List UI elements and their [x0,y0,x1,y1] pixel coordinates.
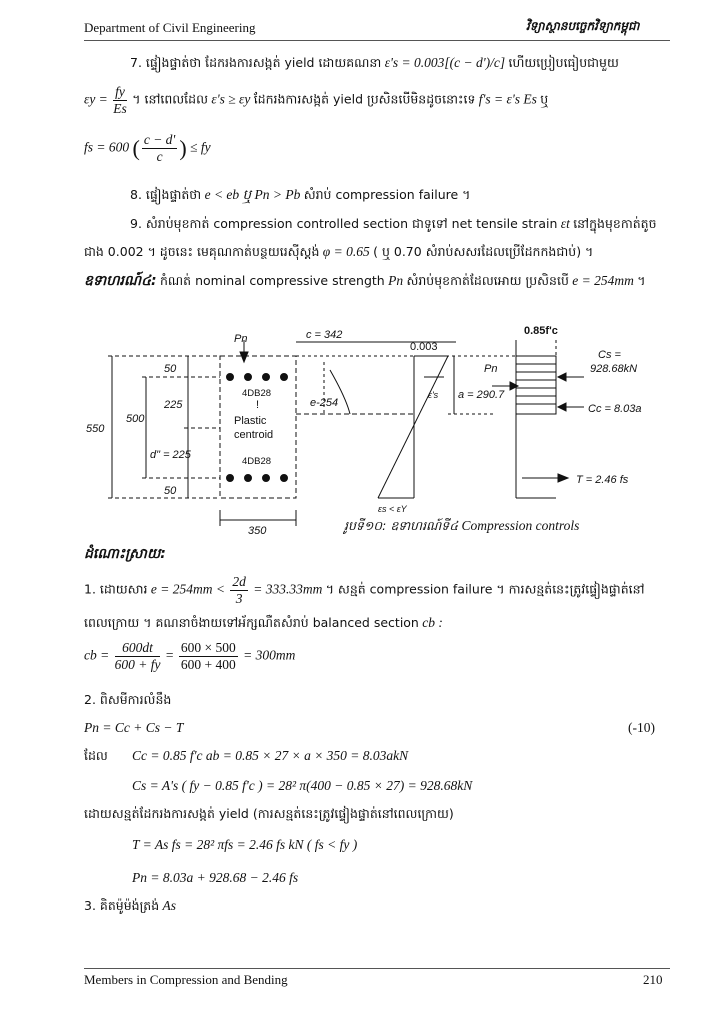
label-centroid: centroid [234,429,274,441]
stress-block [516,356,556,414]
equation-number: (-10) [628,720,655,735]
step-1-text-2: ។ សន្មត់ compression failure ។ ការសន្មត់នេះត្រូវផ្ទៀងផ្ទាត់នៅ [325,581,645,597]
label-c: c = 342 [306,329,343,341]
item-7-text: 7. ផ្ទៀងផ្ទាត់ថា ដែករងការសង្កត់ yield ដោយគណនា [130,55,382,70]
cb-fraction-1: $\frac{600dt}{600 + fy}$ [114,640,161,672]
page-number: 210 [643,972,663,987]
cb-equation [84,640,295,673]
fs-600: fs = 600 [84,139,130,155]
step-1-line-2 [84,615,443,634]
pn-final-equation: Pn = 8.03a + 928.68 − 2.46 fs [132,870,299,885]
cb-lhs: cb = [84,647,110,663]
example-label: ឧទាហរណ៍៤: [84,273,157,289]
item-7-fs-eq: f's = ε's Es [478,91,537,107]
label-bars-top: 4DB28 [242,388,272,399]
item-8-text: 8. ផ្ទៀងផ្ទាត់ថា [130,187,202,202]
label-e: e-254 [310,397,339,409]
top-rebars [227,374,288,381]
item-9-text-3: ជាង 0.002 ។ ដូចនេះ មេគុណកាត់បន្ថយរេស៊ីស្តង់ [84,244,320,259]
item-7-text-2: ហើយប្រៀបធៀបជាមួយ [508,55,619,70]
header-rule [84,40,670,41]
item-7-or: ឬ [540,91,549,107]
item-8-text-2: សំរាប់ compression failure ។ [303,187,471,202]
label-stress: 0.85f'c [524,325,558,337]
step-1-eq-rhs: = 333.33mm [253,581,323,597]
item-9-text: 9. សំរាប់មុខកាត់ compression controlled section ជាទូទៅ net tensile strain [130,216,558,231]
item-7-line-2 [84,84,548,117]
pn-equation: Pn = Cc + Cs − T [84,720,184,735]
item-7-line-3: fs = 600 ( $\frac{c - d'}{c}$ ) ≤ fy [84,132,211,164]
step-3 [84,898,176,917]
dim-50-bot: 50 [164,485,177,497]
step-1-cb: cb : [422,615,443,630]
t-equation: T = As fs = 28² πfs = 2.46 fs kN ( fs < fy ) [132,837,358,852]
step-3-as: As [162,898,177,913]
le-fy: ≤ fy [190,139,211,155]
header-institute: វិទ្យាស្ថានបច្ចេកវិទ្យាកម្ពុជា [526,19,640,33]
c-minus-d-over-c: $\frac{c - d'}{c}$ [143,132,176,164]
example-end: ។ [637,273,646,288]
item-8 [130,186,470,206]
step-1-text: 1. ដោយសារ [84,581,148,597]
label-a: a = 290.7 [458,389,505,401]
two-d-over-three: $\frac{2d}{3}$ [232,574,246,606]
column-section-figure [84,300,674,540]
figure-caption [344,518,579,537]
label-cs-2: 928.68kN [590,363,638,375]
eps-t: εt [560,216,570,231]
assume-text: ដោយសន្មត់ដែករងការសង្កត់ yield (ការសន្មត់នេះត្រូវផ្ទៀងផ្ទាត់នៅពេលក្រោយ) [84,806,454,821]
cs-equation: Cs = A's ( fy − 0.85 f'c ) = 28² π(400 − 0.85 × 27) = 928.68kN [132,778,473,793]
cb-eq-sign: = [165,647,174,663]
item-7-condition: ε's ≥ εy [211,91,251,107]
footer-title: Members in Compression and Bending [84,972,288,987]
cb-result: = 300mm [243,647,296,663]
item-9-line-1 [130,216,657,235]
item-7-when: ។ នៅពេលដែល [132,91,208,107]
item-8-eq: e < eb ឬ Pn > Pb [204,187,301,202]
phi-value: φ = 0.65 [322,244,370,259]
item-9-text-2: នៅក្នុងមុខកាត់តូច [573,216,657,231]
step-1-line-1 [84,574,645,607]
where-label: ដែល [84,748,108,763]
step-1-text-3: ពេលក្រោយ ។ គណនាចំងាយទៅអ័ក្សណឺតសំរាប់ balanced section [84,615,419,630]
cc-equation: Cc = 0.85 f'c ab = 0.85 × 27 × a × 350 = 8.03akN [132,748,409,763]
item-9-line-2 [84,244,593,263]
item-7-line-1 [130,55,619,74]
caption-en: Compression controls [461,518,580,533]
label-pn-2: Pn [484,363,498,375]
example-4-line [84,271,646,292]
dim-350: 350 [248,525,267,537]
cb-fraction-2: $\frac{600 \times 500}{600 + 400}$ [180,640,236,672]
caption-kh: រូបទី១០: ឧទាហរណ៍ទី៤ [344,518,459,533]
step-1-eq-lhs: e = 254mm < [150,581,225,597]
solution-heading: ដំណោះស្រាយ: [84,546,166,562]
label-cs-1: Cs = [598,349,621,361]
label-eps-s-prime: ε's [428,390,439,400]
step-3-text: 3. គិតម៉ូម៉ង់ត្រង់ [84,898,160,913]
example-text-2: សំរាប់មុខកាត់ដែលអោយ ប្រសិនបើ [406,273,569,288]
label-bars-bot: 4DB28 [242,456,272,467]
dim-50-top: 50 [164,363,177,375]
item-7-equation: ε's = 0.003[(c − d')/c] [384,55,506,70]
bottom-rebars [227,475,288,482]
stress-hatch [516,364,556,404]
item-7-otherwise: ដែករងការសង្កត់ yield ប្រសិនបើមិនដូចនោះទេ [253,91,476,107]
example-text: កំណត់ nominal compressive strength [159,273,385,288]
eps-y: εy = [84,91,108,107]
label-pn: Pn [234,333,248,345]
label-es-ey: εs < εY [378,504,407,514]
example-pn: Pn [388,273,404,288]
header-department: Department of Civil Engineering [84,20,256,35]
item-9-text-4: ( ឬ 0.70 សំរាប់សសរដែលប្រើដែកកងជាប់) ។ [373,244,594,259]
label-cc: Cc = 8.03a [588,403,642,415]
label-t: T = 2.46 fs [576,474,629,486]
dim-500: 500 [126,413,145,425]
dim-225-top: 225 [164,399,183,411]
footer-rule [84,968,670,969]
fy-over-es: $\frac{fy}{Es}$ [113,84,127,116]
dim-dpp: d" = 225 [150,449,191,461]
example-eq: e = 254mm [572,273,634,288]
label-bang: ! [256,399,260,411]
dim-550: 550 [86,423,105,435]
label-plastic: Plastic [234,415,267,427]
step-2-heading: 2. ពិសមីការលំនឹង [84,692,172,707]
label-strain: 0.003 [410,341,438,353]
